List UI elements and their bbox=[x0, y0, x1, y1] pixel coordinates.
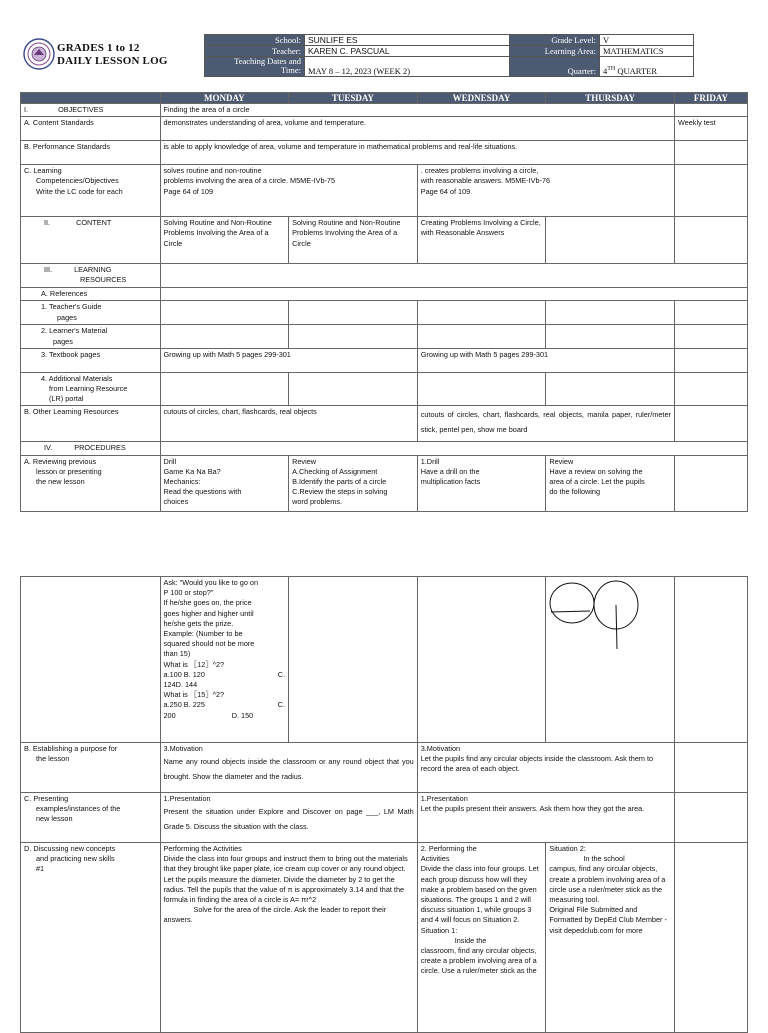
other-resources-friday bbox=[674, 406, 747, 442]
presenting-label-2: examples/instances of the bbox=[36, 804, 121, 814]
textbook-label: 3. Textbook pages bbox=[21, 348, 161, 372]
procedures-value bbox=[160, 442, 748, 455]
content-tuesday: Solving Routine and Non-Routine Problems Involving the Area of a Circle bbox=[289, 217, 418, 264]
other-resources-mon-tue: cutouts of circles, chart, flashcards, real objects bbox=[160, 406, 417, 442]
purpose-mon-tue bbox=[160, 743, 417, 793]
rev-mon-4: choices bbox=[163, 497, 189, 507]
rev-tue-2: B.Identify the parts of a circle bbox=[292, 477, 387, 487]
other-resources-row bbox=[21, 406, 748, 442]
discussing-row bbox=[21, 843, 748, 1033]
lr-fri bbox=[674, 372, 747, 406]
rev-wed-0: 1.Drill bbox=[420, 456, 440, 466]
reviewing-label-2: lesson or presenting bbox=[36, 466, 102, 476]
objectives-num: I. bbox=[24, 105, 29, 114]
drill-cont-tuesday bbox=[289, 577, 418, 743]
lm-fri bbox=[674, 325, 747, 348]
procedures-num: IV. bbox=[44, 443, 53, 453]
content-standards-value: demonstrates understanding of area, volume and temperature. bbox=[160, 117, 674, 141]
rev-mon-3: Read the questions with bbox=[163, 487, 242, 497]
performance-standards-value: is able to apply knowledge of area, volume and temperature in mathematical problems and real-life situations. bbox=[160, 141, 674, 165]
reviewing-monday bbox=[160, 455, 289, 511]
discussing-wed-situation1b: classroom, find any circular objects, create a problem involving area of a circle. Use a ruler/meter stick as the bbox=[420, 946, 537, 976]
day-wednesday: WEDNESDAY bbox=[417, 93, 546, 104]
purpose-label bbox=[21, 743, 161, 793]
learners-material-label-2: pages bbox=[53, 336, 73, 346]
purpose-mon-title: 3.Motivation bbox=[163, 744, 203, 753]
content-friday bbox=[674, 217, 747, 264]
radius-line bbox=[616, 605, 617, 649]
day-thursday: THURSDAY bbox=[546, 93, 675, 104]
discussing-label-3: #1 bbox=[36, 864, 45, 874]
resources-num: III. bbox=[44, 265, 53, 275]
content-standards-friday: Weekly test bbox=[674, 117, 747, 141]
resources-label bbox=[21, 264, 161, 288]
content-thursday bbox=[546, 217, 675, 264]
presenting-label-3: new lesson bbox=[36, 814, 73, 824]
reviewing-wednesday bbox=[417, 455, 546, 511]
competencies-friday bbox=[674, 165, 747, 217]
discussing-mon-title: Performing the Activities bbox=[163, 844, 242, 853]
competencies-label-2: Competencies/Objectives bbox=[36, 176, 119, 186]
lm-thu bbox=[546, 325, 675, 348]
rev-mon-1: Game Ka Na Ba? bbox=[163, 466, 221, 476]
reviewing-label-1: A. Reviewing previous bbox=[24, 456, 97, 466]
discussing-label-2: and practicing new skills bbox=[36, 854, 115, 864]
teachers-guide-label bbox=[21, 301, 161, 325]
tg-mon bbox=[160, 301, 289, 325]
textbook-mon-tue: Growing up with Math 5 pages 299-301 bbox=[160, 348, 417, 372]
dates-label-line1: Teaching Dates and bbox=[234, 56, 301, 66]
dates-label-line2: Time: bbox=[280, 65, 301, 75]
procedures-label bbox=[21, 442, 161, 455]
drill-line-7: than 15) bbox=[163, 649, 191, 659]
competencies-wed-line3: Page 64 of 109 bbox=[420, 186, 471, 196]
discussing-thu-situation2a: In the school bbox=[583, 854, 625, 864]
drill-line-3: goes higher and higher until bbox=[163, 608, 254, 618]
competencies-wed-line2: with reasonable answers. M5ME-IVb-76 bbox=[420, 176, 551, 186]
q2-choice-d: D. 150 bbox=[231, 710, 254, 720]
drill-cont-wednesday bbox=[417, 577, 546, 743]
learners-material-label bbox=[21, 325, 161, 348]
brand-line2: DAILY LESSON LOG bbox=[57, 55, 168, 67]
rev-tue-0: Review bbox=[292, 456, 317, 466]
content-num: II. bbox=[44, 218, 51, 228]
competencies-label bbox=[21, 165, 161, 217]
discussing-wednesday bbox=[417, 843, 546, 1033]
quarter-label: Quarter: bbox=[510, 57, 600, 77]
content-row bbox=[21, 217, 748, 264]
teachers-guide-row bbox=[21, 301, 748, 325]
discussing-label bbox=[21, 843, 161, 1033]
grade-label: Grade Level: bbox=[510, 35, 600, 46]
teachers-guide-label-2: pages bbox=[57, 312, 77, 322]
references-row bbox=[21, 288, 748, 301]
presenting-wed-thu bbox=[417, 793, 674, 843]
drill-line-2: If he/she goes on, the price bbox=[163, 598, 252, 608]
quarter-word: QUARTER bbox=[615, 66, 658, 76]
presenting-wed-text: Let the pupils present their answers. Ask them how they got the area. bbox=[420, 804, 645, 814]
presenting-mon-text: Present the situation under Explore and Discover on page ___, LM Math Grade 5. Discuss the situation with the class. bbox=[163, 807, 414, 832]
area-value: MATHEMATICS bbox=[600, 46, 694, 57]
blank-header bbox=[21, 93, 161, 104]
textbook-friday bbox=[674, 348, 747, 372]
presenting-label bbox=[21, 793, 161, 843]
objectives-friday bbox=[674, 104, 747, 117]
presenting-wed-title: 1.Presentation bbox=[420, 794, 468, 803]
reviewing-thursday bbox=[546, 455, 675, 511]
rev-thu-2: area of a circle. Let the pupils bbox=[549, 477, 645, 487]
drill-line-1: P 100 or stop?" bbox=[163, 588, 214, 598]
rev-tue-3: C.Review the steps in solving bbox=[292, 487, 388, 497]
presenting-friday bbox=[674, 793, 747, 843]
circles-drawing bbox=[548, 579, 658, 659]
purpose-row bbox=[21, 743, 748, 793]
brand-title bbox=[57, 42, 168, 68]
additional-materials-label-2: from Learning Resource bbox=[49, 384, 128, 394]
performance-standards-label: B. Performance Standards bbox=[21, 141, 161, 165]
rev-tue-4: word problems. bbox=[292, 497, 342, 507]
drill-continued-row bbox=[21, 577, 748, 743]
diameter-line bbox=[551, 611, 590, 612]
reviewing-friday bbox=[674, 455, 747, 511]
purpose-wed-title: 3.Motivation bbox=[420, 744, 461, 753]
presenting-mon-title: 1.Presentation bbox=[163, 794, 211, 803]
rev-thu-3: do the following bbox=[549, 487, 601, 497]
reviewing-label-3: the new lesson bbox=[36, 477, 85, 487]
deped-seal-icon bbox=[23, 38, 55, 70]
rev-mon-0: Drill bbox=[163, 456, 177, 466]
purpose-label-2: the lesson bbox=[36, 754, 70, 764]
school-label: School: bbox=[205, 35, 305, 46]
quarter-sup: TH bbox=[607, 66, 616, 73]
purpose-friday bbox=[674, 743, 747, 793]
reviewing-tuesday bbox=[289, 455, 418, 511]
drill-question-1: What is 〖12〗^2? bbox=[163, 659, 225, 669]
discussing-thu-situation2b: campus, find any circular objects, create a problem involving area of a circle use a ruler/meter stick as the measuring tool. bbox=[549, 864, 666, 905]
lm-wed bbox=[417, 325, 546, 348]
objectives-value: Finding the area of a circle bbox=[160, 104, 674, 117]
other-resources-label: B. Other Learning Resources bbox=[21, 406, 161, 442]
lr-wed bbox=[417, 372, 546, 406]
tg-tue bbox=[289, 301, 418, 325]
discussing-thu-credit: Original File Submitted and Formatted by DepEd Club Member - visit depedclub.com for more bbox=[549, 905, 667, 935]
discussing-mon-tue bbox=[160, 843, 417, 1033]
q2-choice-c-value: 200 bbox=[163, 710, 176, 720]
header-info-table bbox=[204, 34, 694, 77]
area-label: Learning Area: bbox=[510, 46, 600, 57]
lr-tue bbox=[289, 372, 418, 406]
q1-choices-ab: a.100 B. 120 bbox=[163, 669, 205, 679]
presenting-label-1: C. Presenting bbox=[24, 794, 69, 803]
q1-choice-c: C. bbox=[277, 669, 286, 679]
teacher-label: Teacher: bbox=[205, 46, 305, 57]
discussing-mon-text: Divide the class into four groups and instruct them to bring out the materials that they brought like paper plate, ice cream cup cover or any round object. Let the pupils measure the diameter. Divide the diameter by 2 to get the radius. Tell the pupils that the value of π is approximately 3.14 and that the formula in finding the area of a circle is A= πr^2 bbox=[163, 854, 408, 905]
q1-choices-cd: 124D. 144 bbox=[163, 680, 198, 690]
dates-value: MAY 8 – 12, 2023 (WEEK 2) bbox=[305, 57, 510, 77]
drill-cont-label bbox=[21, 577, 161, 743]
tg-fri bbox=[674, 301, 747, 325]
resources-value bbox=[160, 264, 748, 288]
additional-materials-label-3: (LR) portal bbox=[49, 394, 84, 404]
purpose-mon-text: Name any round objects inside the classroom or any round object that you brought. Show the diameter and the radius. bbox=[163, 757, 414, 782]
rev-thu-1: Have a review on solving the bbox=[549, 466, 643, 476]
drill-question-2: What is 〖15〗^2? bbox=[163, 690, 225, 700]
learners-material-row bbox=[21, 325, 748, 348]
references-value bbox=[160, 288, 748, 301]
presenting-row bbox=[21, 793, 748, 843]
competencies-mon-tue bbox=[160, 165, 417, 217]
other-resources-wed-thu: cutouts of circles, chart, flashcards, real objects, manila paper, ruler/meter stick, pentel pen, show me board bbox=[417, 406, 674, 442]
references-label: A. References bbox=[21, 288, 161, 301]
content-label bbox=[21, 217, 161, 264]
content-standards-row bbox=[21, 117, 748, 141]
discussing-mon-text2: Solve for the area of the circle. Ask the leader to report their answers. bbox=[163, 905, 387, 925]
reviewing-label bbox=[21, 455, 161, 511]
objectives-row bbox=[21, 104, 748, 117]
drill-line-4: he/she gets the prize. bbox=[163, 618, 234, 628]
drill-line-5: Example: (Number to be bbox=[163, 629, 243, 639]
drill-cont-thursday bbox=[546, 577, 675, 743]
lesson-log-table-page2 bbox=[20, 576, 748, 1033]
tg-wed bbox=[417, 301, 546, 325]
drill-line-0: Ask: "Would you like to go on bbox=[163, 578, 259, 587]
drill-line-6: squared should not be more bbox=[163, 639, 255, 649]
presenting-mon-tue bbox=[160, 793, 417, 843]
competencies-wed-line1: . creates problems involving a circle, bbox=[420, 166, 539, 176]
discussing-wed-situation1a: Inside the bbox=[454, 935, 487, 945]
competencies-mon-line3: Page 64 of 109 bbox=[163, 186, 213, 196]
additional-materials-label bbox=[21, 372, 161, 406]
resources-text-1: LEARNING bbox=[74, 265, 112, 275]
purpose-label-1: B. Establishing a purpose for bbox=[24, 744, 118, 753]
lr-mon bbox=[160, 372, 289, 406]
days-header-row bbox=[21, 93, 748, 104]
brand-line1: GRADES 1 to 12 bbox=[57, 42, 140, 54]
competencies-wed-thu bbox=[417, 165, 674, 217]
resources-row bbox=[21, 264, 748, 288]
discussing-label-1: D. Discussing new concepts bbox=[24, 844, 116, 853]
procedures-text: PROCEDURES bbox=[74, 443, 126, 453]
q2-choices-ab: a.250 B. 225 bbox=[163, 700, 205, 710]
rev-mon-2: Mechanics: bbox=[163, 477, 201, 487]
teacher-value: KAREN C. PASCUAL bbox=[305, 46, 510, 57]
rev-tue-1: A.Checking of Assignment bbox=[292, 466, 378, 476]
purpose-wed-thu bbox=[417, 743, 674, 793]
discussing-thursday bbox=[546, 843, 675, 1033]
additional-materials-row bbox=[21, 372, 748, 406]
circle-diameter bbox=[550, 583, 594, 623]
day-friday: FRIDAY bbox=[674, 93, 747, 104]
teachers-guide-label-1: 1. Teacher's Guide bbox=[41, 302, 102, 312]
objectives-label bbox=[21, 104, 161, 117]
purpose-wed-text: Let the pupils find any circular objects inside the classroom. Ask them to record the area of each object. bbox=[420, 754, 654, 774]
quarter-num: 4 bbox=[603, 66, 608, 76]
discussing-friday bbox=[674, 843, 747, 1033]
content-wednesday: Creating Problems Involving a Circle, with Reasonable Answers bbox=[417, 217, 546, 264]
lm-tue bbox=[289, 325, 418, 348]
textbook-row bbox=[21, 348, 748, 372]
competencies-row bbox=[21, 165, 748, 217]
textbook-wed-thu: Growing up with Math 5 pages 299-301 bbox=[417, 348, 674, 372]
drill-cont-monday bbox=[160, 577, 289, 743]
competencies-label-1: C. Learning bbox=[24, 166, 62, 176]
competencies-mon-line1: solves routine and non-routine bbox=[163, 166, 262, 176]
day-tuesday: TUESDAY bbox=[289, 93, 418, 104]
content-text: CONTENT bbox=[76, 218, 112, 228]
resources-text-2: RESOURCES bbox=[80, 275, 127, 285]
competencies-mon-line2: problems involving the area of a circle. M5ME-IVb-75 bbox=[163, 176, 336, 186]
discussing-wed-title2: Activities bbox=[420, 854, 450, 864]
lr-thu bbox=[546, 372, 675, 406]
quarter-value bbox=[600, 57, 694, 77]
reviewing-row bbox=[21, 455, 748, 511]
content-standards-label: A. Content Standards bbox=[21, 117, 161, 141]
learners-material-label-1: 2. Learner's Material bbox=[41, 326, 108, 336]
performance-standards-row bbox=[21, 141, 748, 165]
performance-standards-friday bbox=[674, 141, 747, 165]
tg-thu bbox=[546, 301, 675, 325]
procedures-row bbox=[21, 442, 748, 455]
discussing-wed-title1: 2. Performing the bbox=[420, 844, 477, 853]
q2-choice-c: C. bbox=[277, 700, 286, 710]
rev-thu-0: Review bbox=[549, 456, 574, 466]
lesson-log-table bbox=[20, 92, 748, 512]
grade-value: V bbox=[600, 35, 694, 46]
dates-label bbox=[205, 57, 305, 77]
day-monday: MONDAY bbox=[160, 93, 289, 104]
discussing-wed-situation1: Situation 1: bbox=[420, 925, 458, 935]
lm-mon bbox=[160, 325, 289, 348]
discussing-thu-situation2: Situation 2: bbox=[549, 844, 586, 853]
discussing-wed-text: Divide the class into four groups. Let each group discuss how will they make a problem based on the given situations. The groups 1 and 2 will discuss situation 1, while groups 3 and 4 will focus on Situation 2. bbox=[420, 864, 539, 925]
drill-cont-friday bbox=[674, 577, 747, 743]
competencies-label-3: Write the LC code for each bbox=[36, 186, 123, 196]
rev-wed-2: multiplication facts bbox=[420, 477, 481, 487]
rev-wed-1: Have a drill on the bbox=[420, 466, 480, 476]
content-monday: Solving Routine and Non-Routine Problems Involving the Area of a Circle bbox=[160, 217, 289, 264]
additional-materials-label-1: 4. Additional Materials bbox=[41, 373, 113, 383]
objectives-text: OBJECTIVES bbox=[58, 105, 104, 114]
school-value: SUNLIFE ES bbox=[305, 35, 510, 46]
